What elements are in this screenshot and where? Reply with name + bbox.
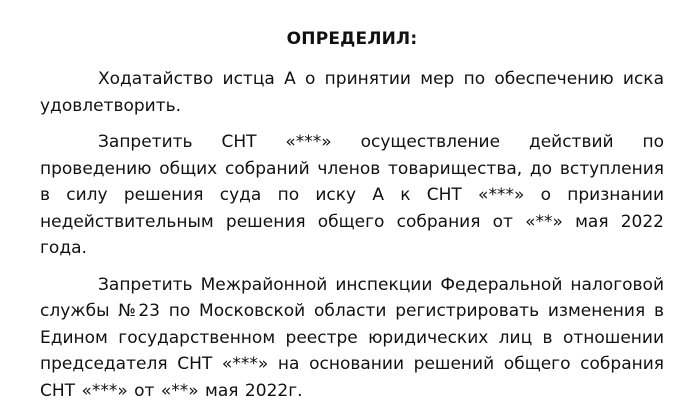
document-body <box>40 28 664 414</box>
paragraph-meeting-ban: Запретить СНТ «***» осуществление действий по проведению общих собраний членов товарищества, до вступления в силу решения суда по иску А к СНТ «***» о признании недействительным решения общего собрания от «**» мая 2022 года. <box>40 132 664 258</box>
paragraph-motion-granted: Ходатайство истца А о принятии мер по обеспечению иска удовлетворить. <box>40 69 664 116</box>
paragraph-registration-ban: Запретить Межрайонной инспекции Федеральной налоговой службы №23 по Московской области регистрировать изменения в Едином государственном реестре юридических лиц в отношении председателя СНТ «***» на основании решений общего собрания СНТ «***» от «**» мая 2022г. <box>40 274 664 401</box>
document-heading: ОПРЕДЕЛИЛ: <box>286 29 418 49</box>
